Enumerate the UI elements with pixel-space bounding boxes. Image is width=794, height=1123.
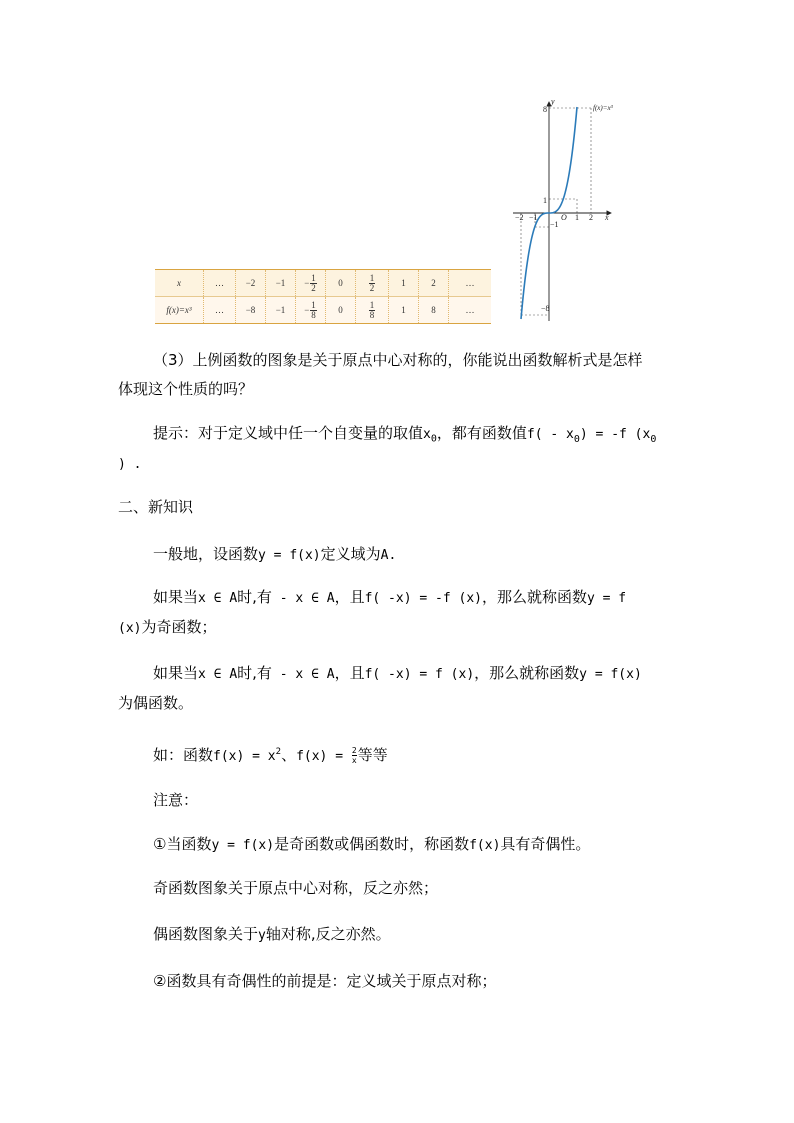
value-table [155, 269, 491, 324]
table-cell: −1 [265, 297, 295, 323]
question-3-line1: （3）上例函数的图象是关于原点中心对称的，你能说出函数解析式是怎样 [153, 351, 643, 369]
x-tick-label: −2 [515, 213, 524, 222]
even-definition-line1 [153, 658, 642, 690]
minus-sign: − [304, 278, 310, 288]
fraction-numerator: 1 [369, 272, 375, 283]
example-line [153, 737, 388, 772]
y-tick-label: 1 [543, 196, 547, 205]
hint-text: ，都有函数值 [436, 424, 527, 442]
fraction-numerator: 1 [311, 299, 316, 310]
table-cell: 1 [388, 270, 418, 296]
text: 如：函数 [153, 746, 214, 764]
fraction [310, 301, 317, 320]
math-expr: f(x) = [296, 749, 351, 764]
math-expr: f(x) [469, 838, 501, 853]
text: 、 [281, 746, 297, 764]
fraction-denominator: x [351, 756, 357, 765]
math-expr: f(x) = x [213, 749, 276, 764]
fraction-numerator: 1 [311, 272, 316, 283]
table-row-x [155, 270, 491, 296]
text: 具有奇偶性。 [500, 835, 591, 853]
text: 等等 [357, 746, 388, 764]
odd-definition-line1 [153, 582, 626, 614]
text: 轴对称,反之亦然。 [265, 925, 391, 943]
hint-text: 提示：对于定义域中任一个自变量的取值 [153, 424, 424, 442]
hint-line2: ) . [118, 457, 142, 472]
text: ①当函数 [153, 835, 212, 853]
fraction-denominator: 8 [311, 309, 316, 320]
text: 一般地，设函数 [153, 545, 259, 563]
note-2: 奇函数图象关于原点中心对称，反之亦然； [153, 879, 439, 897]
math-subscript: 0 [573, 434, 580, 445]
general-definition [153, 539, 396, 571]
origin-label: O [561, 213, 567, 222]
fraction [310, 274, 317, 293]
table-cell: −1 [265, 270, 295, 296]
odd-definition-line2 [118, 612, 217, 644]
table-row-label: x [177, 278, 181, 288]
y-axis-label: y [551, 97, 555, 106]
math-expr: ) = -f (x [579, 427, 651, 442]
table-cell: … [203, 297, 235, 323]
math-expr: - x ∈ A [271, 667, 335, 682]
text: 偶函数图象关于 [153, 925, 259, 943]
table-cell: 0 [325, 270, 355, 296]
y-tick-label: −1 [550, 220, 559, 229]
x-tick-label: −1 [529, 213, 538, 222]
text: 时,有 [237, 588, 272, 606]
math-expr: f( -x) = f (x) [364, 667, 475, 682]
math-expr: y = f(x) [258, 548, 321, 563]
table-cell: … [203, 270, 235, 296]
table-cell [295, 297, 325, 323]
y-tick-label: −8 [541, 304, 550, 313]
text: 为奇函数； [141, 618, 217, 636]
math-expr: y = f(x) [211, 838, 275, 853]
table-cell: 1 [388, 297, 418, 323]
minus-sign: − [304, 305, 310, 315]
hint-line1 [153, 418, 656, 455]
math-x: x [423, 427, 431, 442]
fraction-numerator: 1 [369, 299, 375, 310]
math-exponent: 2 [275, 747, 282, 757]
section-title: 二、新知识 [118, 498, 194, 516]
math-expr: y [258, 928, 266, 943]
math-expr: x ∈ A [198, 591, 238, 606]
table-cell [355, 270, 388, 296]
table-cell: 8 [418, 297, 448, 323]
table-cell: −2 [235, 270, 265, 296]
note-title: 注意： [153, 791, 199, 809]
math-expr: f( - x [526, 427, 574, 442]
table-row-label: f(x)=x³ [166, 305, 192, 315]
fraction [369, 274, 376, 293]
fraction-denominator: 2 [311, 282, 316, 293]
fraction-denominator: 8 [369, 309, 375, 320]
text: 如果当 [153, 588, 199, 606]
table-cell: 2 [418, 270, 448, 296]
math-expr: - x ∈ A [271, 591, 335, 606]
curve-label: f(x)=x³ [593, 104, 613, 112]
table-cell: −8 [235, 297, 265, 323]
table-row-fx [155, 296, 491, 323]
x-axis-label: x [605, 213, 609, 222]
note-3 [153, 919, 391, 951]
table-cell: 0 [325, 297, 355, 323]
text: ，且 [334, 588, 365, 606]
table-cell: … [448, 297, 491, 323]
math-subscript: 0 [650, 434, 657, 445]
fraction [352, 746, 357, 765]
math-expr: f( -x) = -f (x) [364, 591, 482, 606]
table-cell: … [448, 270, 491, 296]
math-x0 [423, 427, 437, 445]
fraction-denominator: 2 [369, 282, 375, 293]
text: ，那么就称函数 [481, 588, 587, 606]
even-definition-line2: 为偶函数。 [118, 694, 194, 712]
text: 定义域为 [320, 545, 381, 563]
question-3-line2: 体现这个性质的吗？ [118, 380, 254, 398]
fraction [369, 301, 376, 320]
x-tick-label: 2 [589, 213, 593, 222]
text: ，且 [334, 664, 365, 682]
text: ，那么就称函数 [474, 664, 580, 682]
note-4: ②函数具有奇偶性的前提是：定义域关于原点对称； [153, 972, 497, 990]
math-expr: y = f [587, 591, 627, 606]
y-tick-label: 8 [543, 105, 547, 114]
text: 如果当 [153, 664, 199, 682]
text: 时,有 [237, 664, 272, 682]
x-tick-label: 1 [575, 213, 579, 222]
table-cell [295, 270, 325, 296]
math-expr: A. [380, 548, 397, 563]
math-expr: (x) [118, 621, 142, 636]
text: 是奇函数或偶函数时，称函数 [274, 835, 470, 853]
math-expr: x ∈ A [198, 667, 238, 682]
cubic-function-graph [507, 96, 627, 324]
math-subscript: 0 [430, 433, 437, 445]
table-cell [355, 297, 388, 323]
note-1 [153, 829, 590, 861]
fraction-numerator: 2 [351, 746, 357, 755]
math-expr: y = f(x) [579, 667, 642, 682]
